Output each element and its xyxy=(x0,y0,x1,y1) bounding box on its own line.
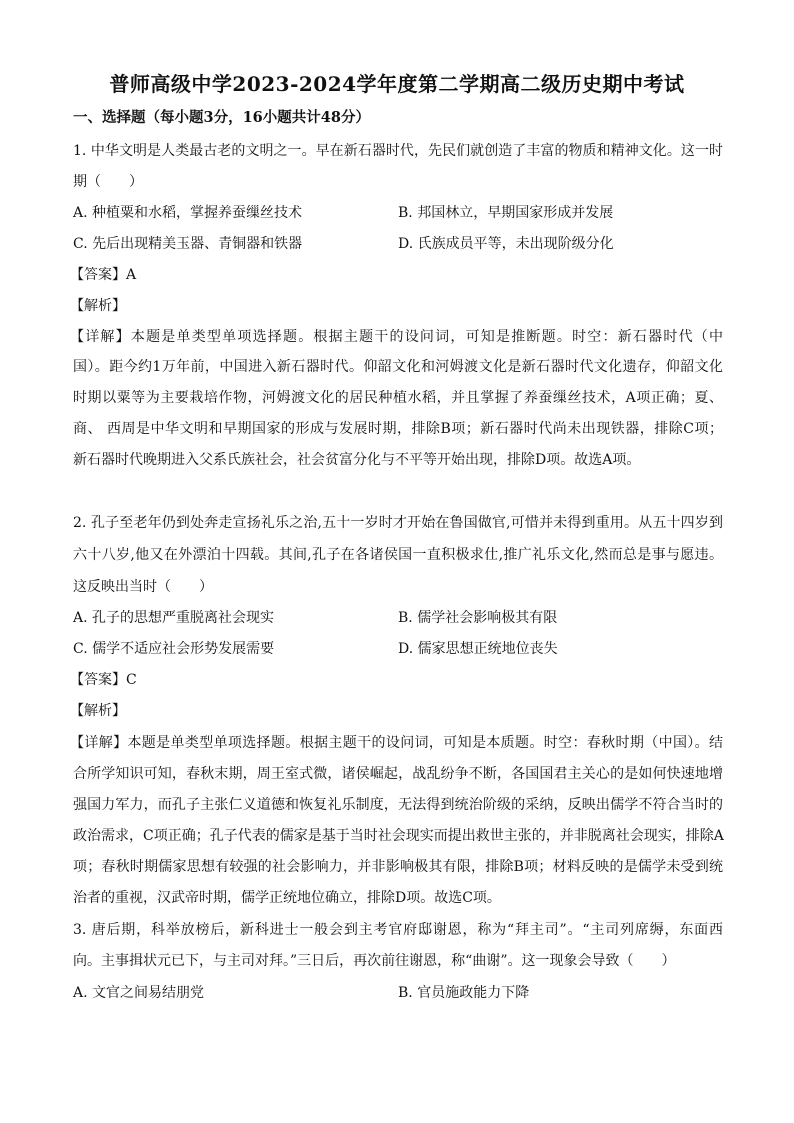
q1-option-b: B. 邦国林立，早期国家形成并发展 xyxy=(398,205,614,221)
q2-stem-line-1: 2. 孔子至老年仍到处奔走宣扬礼乐之治,五十一岁时才开始在鲁国做官,可惜并未得到重用。从五十四岁到 xyxy=(73,515,723,531)
q3-stem-line-2: 向。主事揖状元已下，与主司对拜。”三日后，再次前往谢恩，称“曲谢”。这一现象会导致（ ） xyxy=(73,953,676,969)
q2-answer-value: C xyxy=(126,672,137,688)
q1-detail-line-1 xyxy=(70,327,723,347)
q1-detail-line-3: 时期以粟等为主要栽培作物，河姆渡文化的居民种植水稻，并且掌握了养蚕缫丝技术，A项正确；夏、 xyxy=(73,390,723,406)
q2-detail-line-1 xyxy=(70,733,723,753)
q2-option-a: A. 孔子的思想严重脱离社会现实 xyxy=(73,610,275,626)
detail-label: 【详解】 xyxy=(70,735,128,751)
section-heading: 一、选择题（每小题3分，16小题共计48分） xyxy=(73,109,370,126)
detail-label: 【详解】 xyxy=(70,329,131,345)
q2-detail-text-1: 本题是单类型单项选择题。根据主题干的设问词，可知是本质题。时空：春秋时期（中国）。结 xyxy=(127,735,724,751)
q1-answer xyxy=(70,265,136,285)
q2-option-b: B. 儒学社会影响极其有限 xyxy=(398,610,558,626)
q1-stem-line-2: 期（ ） xyxy=(73,174,143,190)
q1-option-c: C. 先后出现精美玉器、青铜器和铁器 xyxy=(73,236,303,252)
q1-detail-line-4: 商、 西周是中华文明和早期国家的形成与发展时期，排除B项；新石器时代尚未出现铁器，排除C项； xyxy=(73,421,723,437)
q3-stem-line-1: 3. 唐后期，科举放榜后，新科进士一般会到主考官府邸谢恩，称为“拜主司”。“主司列席缛，东面西 xyxy=(73,922,723,938)
q2-stem-line-3: 这反映出当时（ ） xyxy=(73,579,213,595)
q1-detail-line-5: 新石器时代晚期进入父系氏族社会，社会贫富分化与不平等开始出现，排除D项。故选A项。 xyxy=(73,452,641,468)
q2-option-d: D. 儒家思想正统地位丧失 xyxy=(398,641,558,657)
q1-detail-text-1: 本题是单类型单项选择题。根据主题干的设问词，可知是推断题。时空：新石器时代（中 xyxy=(130,329,723,345)
exam-title: 普师高级中学2023-2024学年度第二学期高二级历史期中考试 xyxy=(109,72,685,96)
q1-answer-value: A xyxy=(126,267,137,283)
q1-detail-line-2: 国）。距今约1万年前，中国进入新石器时代。仰韶文化和河姆渡文化是新石器时代文化遗存，仰韶文化 xyxy=(73,359,723,375)
q2-analysis-label: 【解析】 xyxy=(70,703,126,719)
q2-detail-line-4: 政治需求，C项正确；孔子代表的儒家是基于当时社会现实而提出救世主张的，并非脱离社会现实，排除A xyxy=(73,828,724,844)
q3-option-a: A. 文官之间易结朋党 xyxy=(73,985,205,1001)
q2-option-c: C. 儒学不适应社会形势发展需要 xyxy=(73,641,275,657)
q2-detail-line-6: 治者的重视，汉武帝时期，儒学正统地位确立，排除D项。故选C项。 xyxy=(73,890,501,906)
q2-detail-line-5: 项；春秋时期儒家思想有较强的社会影响力，并非影响极其有限，排除B项；材料反映的是儒学未受到统 xyxy=(73,859,723,875)
q3-option-b: B. 官员施政能力下降 xyxy=(398,985,530,1001)
q1-option-a: A. 种植粟和水稻，掌握养蚕缫丝技术 xyxy=(73,205,303,221)
q1-stem-line-1: 1. 中华文明是人类最古老的文明之一。早在新石器时代，先民们就创造了丰富的物质和精神文化。这一时 xyxy=(73,143,723,159)
q2-detail-line-3: 强国力军力，而孔子主张仁义道德和恢复礼乐制度，无法得到统治阶级的采纳，反映出儒学不符合当时的 xyxy=(73,797,723,813)
q2-stem-line-2: 六十八岁,他又在外漂泊十四载。其间,孔子在各诸侯国一直积极求仕,推广礼乐文化,然而总是事与愿违。 xyxy=(73,547,723,563)
q2-answer xyxy=(70,670,137,690)
q1-analysis-label: 【解析】 xyxy=(70,298,126,314)
q2-detail-line-2: 合所学知识可知，春秋末期，周王室式微，诸侯崛起，战乱纷争不断，各国国君主关心的是如何快速地增 xyxy=(73,766,723,782)
answer-label: 【答案】 xyxy=(70,267,126,283)
answer-label: 【答案】 xyxy=(70,672,126,688)
q1-option-d: D. 氏族成员平等，未出现阶级分化 xyxy=(398,236,614,252)
